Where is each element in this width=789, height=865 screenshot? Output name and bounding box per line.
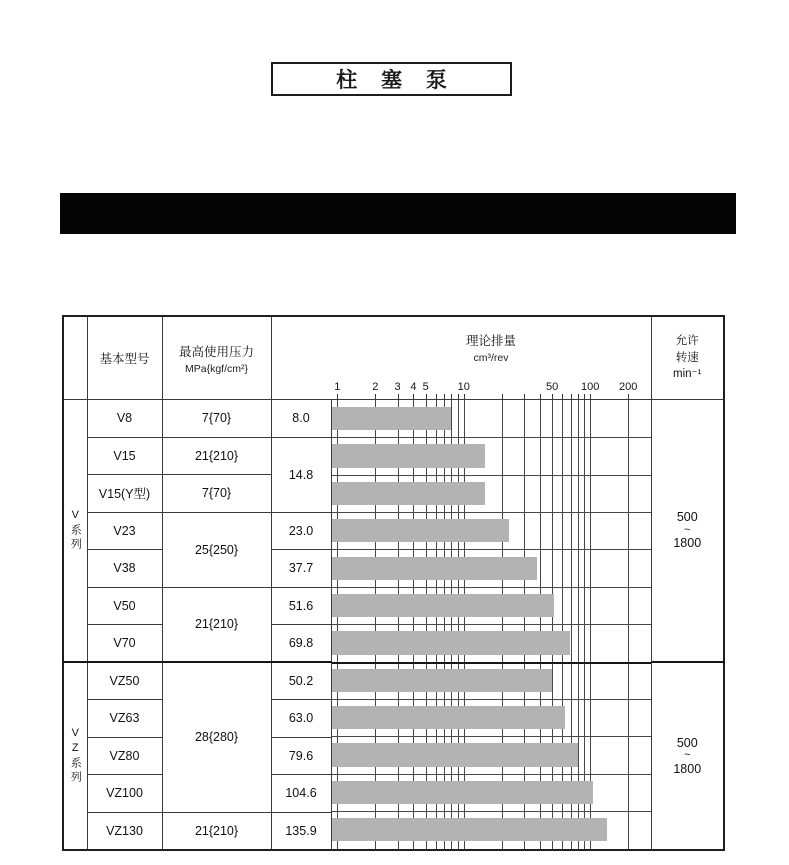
axis-tick [413, 394, 414, 399]
axis-tick-label: 200 [619, 381, 638, 393]
header-displacement-title: 理论排量 [465, 334, 516, 348]
displacement-cell: 69.8 [271, 625, 331, 663]
header-speed [651, 316, 724, 400]
chart-row-line [332, 736, 651, 737]
axis-tick [584, 394, 585, 399]
chart-row-line [332, 549, 651, 550]
axis-tick-label: 10 [457, 381, 470, 393]
axis-tick-label: 5 [422, 381, 429, 393]
displacement-bar [332, 818, 608, 841]
chart-row-line [332, 475, 651, 476]
pressure-cell: 21{210} [162, 812, 271, 850]
model-cell: VZ63 [87, 700, 162, 738]
displacement-bar [332, 669, 553, 692]
page-title [271, 62, 512, 96]
group-separator-line [332, 662, 651, 664]
header-row [63, 316, 724, 400]
displacement-cell: 8.0 [271, 400, 331, 438]
displacement-chart-cell [331, 400, 651, 850]
model-cell: V8 [87, 400, 162, 438]
header-pressure-title: 最高使用压力 [178, 344, 254, 359]
header-speed-unit: min⁻¹ [673, 368, 702, 381]
model-cell: V50 [87, 587, 162, 625]
displacement-bar [332, 781, 593, 804]
displacement-bar [332, 482, 486, 505]
axis-tick [590, 394, 591, 399]
displacement-cell: 104.6 [271, 775, 331, 813]
pump-table [62, 315, 725, 851]
header-pressure-unit: MPa{kgf/cm²} [184, 362, 249, 375]
chart-row-line [332, 437, 651, 438]
header-speed-line2: 转速 [675, 351, 699, 364]
header-speed-line1: 允许 [675, 334, 699, 347]
model-cell: VZ80 [87, 737, 162, 775]
axis-tick [337, 394, 338, 399]
axis-tick-label: 1 [334, 381, 341, 393]
chart-row-line [332, 699, 651, 700]
chart-axis [332, 380, 651, 399]
model-cell: V15(Y型) [87, 475, 162, 513]
axis-tick [628, 394, 629, 399]
axis-tick [458, 394, 459, 399]
axis-tick [436, 394, 437, 399]
model-cell: V15 [87, 437, 162, 475]
displacement-cell: 37.7 [271, 550, 331, 588]
displacement-cell: 135.9 [271, 812, 331, 850]
displacement-cell: 23.0 [271, 512, 331, 550]
model-cell: VZ50 [87, 662, 162, 700]
pressure-cell: 21{210} [162, 437, 271, 475]
speed-cell-v-series: 500 ~ 1800 [651, 400, 724, 663]
axis-tick [464, 394, 465, 399]
axis-tick [451, 394, 452, 399]
axis-tick [502, 394, 503, 399]
axis-tick [562, 394, 563, 399]
group-cell-v-series: V系列 [63, 400, 87, 663]
displacement-bar [332, 743, 578, 766]
model-cell: VZ100 [87, 775, 162, 813]
axis-tick [524, 394, 525, 399]
displacement-bar [332, 407, 452, 430]
chart-area [332, 400, 651, 849]
chart-row-line [332, 512, 651, 513]
model-cell: V23 [87, 512, 162, 550]
model-cell: VZ130 [87, 812, 162, 850]
pressure-cell: 21{210} [162, 587, 271, 662]
axis-tick-label: 3 [394, 381, 401, 393]
axis-tick [571, 394, 572, 399]
displacement-cell: 79.6 [271, 737, 331, 775]
axis-tick [398, 394, 399, 399]
axis-tick [540, 394, 541, 399]
axis-tick-label: 100 [580, 381, 600, 393]
displacement-cell: 63.0 [271, 700, 331, 738]
axis-tick-label: 50 [545, 381, 559, 393]
displacement-bar [332, 519, 510, 542]
model-cell: V70 [87, 625, 162, 663]
table-row [63, 400, 724, 438]
speed-cell-vz-series: 500 ~ 1800 [651, 662, 724, 850]
displacement-bar [332, 631, 571, 654]
displacement-cell: 50.2 [271, 662, 331, 700]
axis-tick [426, 394, 427, 399]
displacement-bar [332, 444, 486, 467]
section-band [60, 193, 736, 234]
chart-row-line [332, 587, 651, 588]
axis-tick [578, 394, 579, 399]
header-pressure [162, 316, 271, 400]
displacement-bar [332, 557, 537, 580]
displacement-bar [332, 594, 554, 617]
axis-tick [552, 394, 553, 399]
chart-row-line [332, 624, 651, 625]
axis-tick-label: 2 [372, 381, 379, 393]
header-displacement-unit: cm³/rev [473, 352, 509, 364]
axis-tick [375, 394, 376, 399]
header-displacement [271, 316, 651, 400]
pressure-cell: 25{250} [162, 512, 271, 587]
pressure-cell: 7{70} [162, 475, 271, 513]
header-model [87, 316, 162, 400]
chart-row-line [332, 774, 651, 775]
displacement-bar [332, 706, 565, 729]
header-model-label: 基本型号 [99, 352, 150, 366]
group-cell-vz-series: VZ系列 [63, 662, 87, 850]
header-corner [63, 316, 87, 400]
model-cell: V38 [87, 550, 162, 588]
displacement-cell: 14.8 [271, 437, 331, 512]
chart-row-line [332, 811, 651, 812]
axis-tick-label: 4 [410, 381, 417, 393]
pressure-cell: 28{280} [162, 662, 271, 812]
page-title-text: 柱 塞 泵 [336, 69, 456, 92]
pressure-cell: 7{70} [162, 400, 271, 438]
displacement-cell: 51.6 [271, 587, 331, 625]
axis-tick [444, 394, 445, 399]
